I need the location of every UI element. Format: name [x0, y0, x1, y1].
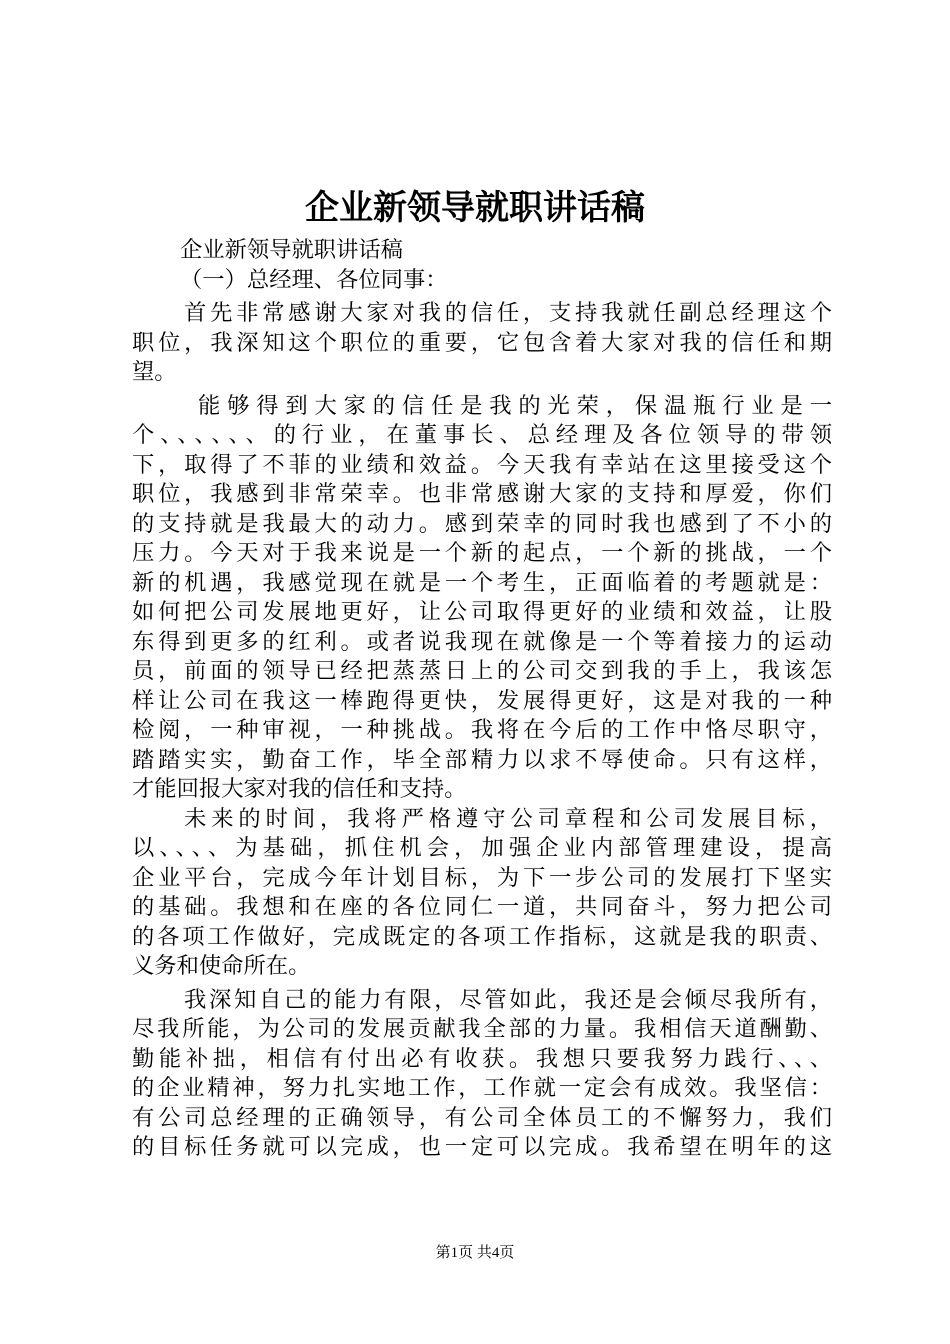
paragraph-line: 踏踏实实，勤奋工作，毕全部精力以求不辱使命。只有这样，: [132, 746, 832, 773]
paragraph-line: 的企业精神，努力扎实地工作，工作就一定会有成效。我坚信：: [132, 1075, 832, 1101]
paragraph-line: 员，前面的领导已经把蒸蒸日上的公司交到我的手上，我该怎: [132, 658, 832, 684]
paragraph-line: 企业平台，完成今年计划目标，为下一步公司的发展打下坚实: [132, 864, 832, 891]
paragraph-line: 能够得到大家的信任是我的光荣，保温瓶行业是一: [198, 392, 832, 419]
paragraph-line: 东得到更多的红利。或者说我现在就像是一个等着接力的运动: [132, 628, 832, 655]
paragraph-line: 望。: [132, 359, 177, 385]
document-body: [132, 236, 832, 1163]
paragraph-line: 有公司总经理的正确领导，有公司全体员工的不懈努力，我们: [132, 1104, 832, 1131]
paragraph-line: 未来的时间，我将严格遵守公司章程和公司发展目标，: [184, 805, 832, 832]
salutation-line: （一）总经理、各位同事：: [180, 266, 448, 293]
paragraph-line: 义务和使命所在。: [132, 953, 311, 979]
paragraph-line: 以、、、、为基础，抓住机会，加强企业内部管理建设，提高: [132, 835, 832, 861]
paragraph-line: 勤能补拙，相信有付出必有收获。我想只要我努力践行、、、: [132, 1045, 832, 1072]
paragraph-line: 检阅，一种审视，一种挑战。我将在今后的工作中恪尽职守，: [132, 717, 832, 743]
paragraph-line: 压力。今天对于我来说是一个新的起点，一个新的挑战，一个: [132, 540, 832, 566]
paragraph-line: 职位，我感到非常荣幸。也非常感谢大家的支持和厚爱，你们: [132, 481, 832, 507]
paragraph-line: 新的机遇，我感觉现在就是一个考生，正面临着的考题就是：: [132, 569, 832, 596]
paragraph-line: 的支持就是我最大的动力。感到荣幸的同时我也感到了不小的: [132, 510, 832, 537]
paragraph-line: 职位，我深知这个职位的重要，它包含着大家对我的信任和期: [132, 329, 832, 356]
paragraph-line: 下，取得了不菲的业绩和效益。今天我有幸站在这里接受这个: [132, 451, 832, 478]
paragraph-line: 首先非常感谢大家对我的信任，支持我就任副总经理这个: [184, 300, 832, 326]
paragraph-line: 才能回报大家对我的信任和支持。: [132, 776, 467, 802]
paragraph-line: 的各项工作做好，完成既定的各项工作指标，这就是我的职责、: [132, 923, 832, 950]
paragraph-line: 如何把公司发展地更好，让公司取得更好的业绩和效益，让股: [132, 599, 832, 625]
paragraph-line: 的基础。我想和在座的各位同仁一道，共同奋斗，努力把公司: [132, 894, 832, 920]
document-title: 企业新领导就职讲话稿: [305, 188, 645, 228]
page-footer: 第1页 共4页: [435, 1245, 515, 1261]
subtitle-line: 企业新领导就职讲话稿: [180, 237, 403, 263]
paragraph-line: 个、、、、、、的行业，在董事长、总经理及各位领导的带领: [132, 422, 832, 448]
paragraph-line: 的目标任务就可以完成，也一定可以完成。我希望在明年的这: [132, 1134, 832, 1160]
paragraph-line: 样让公司在我这一棒跑得更快，发展得更好，这是对我的一种: [132, 687, 832, 714]
paragraph-line: 尽我所能，为公司的发展贡献我全部的力量。我相信天道酬勤、: [132, 1016, 832, 1042]
paragraph-line: 我深知自己的能力有限，尽管如此，我还是会倾尽我所有，: [184, 986, 832, 1013]
